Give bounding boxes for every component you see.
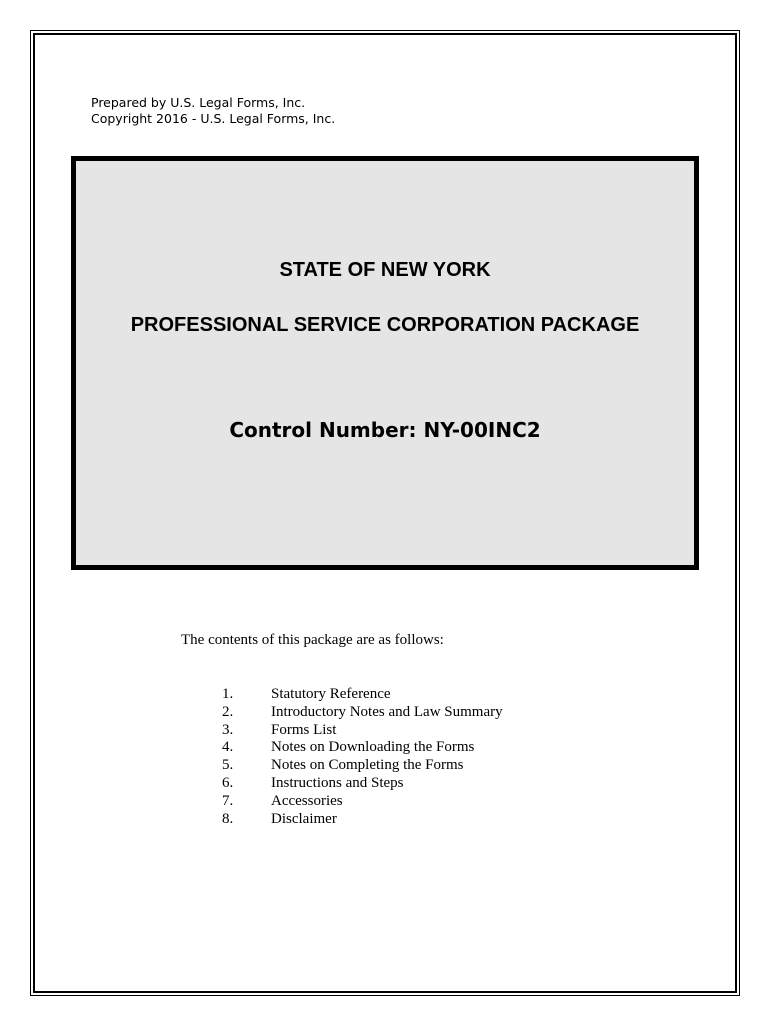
list-item — [222, 757, 503, 775]
list-item — [222, 686, 503, 704]
title-box — [71, 156, 699, 570]
list-item-label: Notes on Completing the Forms — [271, 757, 464, 774]
list-item-label: Disclaimer — [271, 810, 337, 827]
list-item-number: 8. — [222, 810, 234, 827]
list-item-label: Introductory Notes and Law Summary — [271, 703, 503, 720]
list-item — [222, 793, 503, 811]
list-item-number: 5. — [222, 757, 234, 774]
list-item — [222, 704, 503, 722]
list-item — [222, 722, 503, 740]
list-item-number: 1. — [222, 686, 234, 702]
list-item-number: 4. — [222, 739, 234, 756]
contents-list — [222, 686, 503, 828]
list-item-number: 2. — [222, 703, 234, 720]
package-title: PROFESSIONAL SERVICE CORPORATION PACKAGE — [130, 314, 640, 336]
list-item — [222, 739, 503, 757]
list-item-label: Forms List — [271, 721, 337, 738]
list-item-label: Accessories — [271, 792, 343, 809]
list-item-label: Instructions and Steps — [271, 774, 404, 791]
list-item-number: 3. — [222, 721, 234, 738]
list-item-label: Notes on Downloading the Forms — [271, 739, 475, 756]
document-header — [91, 95, 335, 127]
list-item — [222, 775, 503, 793]
list-item-number: 6. — [222, 774, 234, 791]
control-number: Control Number: NY-00INC2 — [229, 418, 541, 442]
copyright-line: Copyright 2016 - U.S. Legal Forms, Inc. — [91, 111, 336, 126]
contents-intro: The contents of this package are as follows: — [181, 632, 444, 648]
list-item-label: Statutory Reference — [271, 686, 391, 702]
list-item — [222, 811, 503, 829]
list-item-number: 7. — [222, 792, 234, 809]
state-title: STATE OF NEW YORK — [279, 259, 491, 281]
prepared-by-line: Prepared by U.S. Legal Forms, Inc. — [91, 95, 306, 110]
